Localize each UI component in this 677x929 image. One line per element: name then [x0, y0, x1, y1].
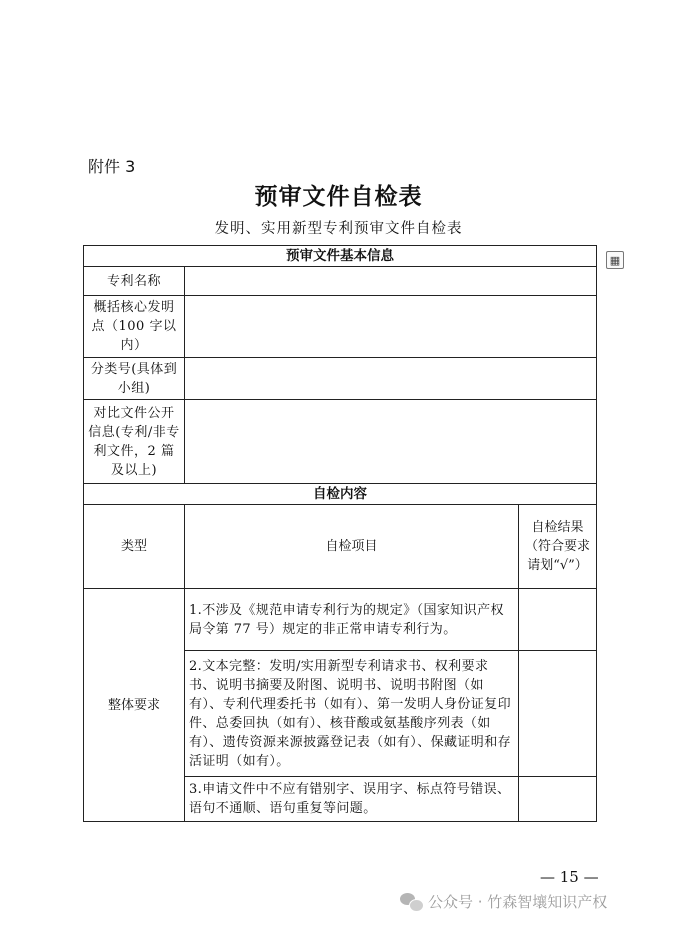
check-item: 3.申请文件中不应有错别字、误用字、标点符号错误、语句不通顺、语句重复等问题。: [185, 777, 519, 822]
check-item: 2.文本完整：发明/实用新型专利请求书、权利要求书、说明书摘要及附图、说明书、说明书附图（如有）、专利代理委托书（如有）、第一发明人身份证复印件、总委回执（如有）、核苷酸或氨基酸序列表（如有）、遗传资源来源披露登记表（如有）、保藏证明和存活证明（如有）。: [185, 651, 519, 777]
table-row: [84, 267, 597, 296]
table-row: [84, 358, 597, 400]
reference-docs-field[interactable]: [185, 400, 597, 484]
field-label: 概括核心发明点（100 字以内）: [84, 296, 185, 358]
column-header-item: 自检项目: [185, 505, 519, 589]
watermark-text: 公众号 · 竹森智壤知识产权: [428, 893, 608, 911]
table-header-row: [84, 505, 597, 589]
result-cell[interactable]: [519, 651, 597, 777]
column-header-type: 类型: [84, 505, 185, 589]
page-title: 预审文件自检表: [254, 184, 423, 210]
column-header-result: 自检结果（符合要求请划“√”）: [519, 505, 597, 589]
table-row: [84, 400, 597, 484]
table-row: [84, 589, 597, 651]
self-check-heading: 自检内容: [84, 484, 597, 505]
group-label: 整体要求: [84, 589, 185, 822]
basic-info-heading: 预审文件基本信息: [84, 246, 597, 267]
field-label: 分类号(具体到小组): [84, 358, 185, 400]
patent-name-field[interactable]: [185, 267, 597, 296]
classification-field[interactable]: [185, 358, 597, 400]
scan-icon[interactable]: ▦: [606, 251, 624, 269]
attachment-label: 附件 3: [88, 157, 136, 176]
result-cell[interactable]: [519, 777, 597, 822]
result-cell[interactable]: [519, 589, 597, 651]
table-row: [84, 296, 597, 358]
self-check-form: [83, 245, 597, 822]
page-subtitle: 发明、实用新型专利预审文件自检表: [214, 221, 463, 237]
watermark: [400, 891, 607, 912]
wechat-icon: [400, 893, 422, 911]
field-label: 专利名称: [84, 267, 185, 296]
check-item: 1.不涉及《规范申请专利行为的规定》（国家知识产权局令第 77 号）规定的非正常申请专利行为。: [185, 589, 519, 651]
core-point-field[interactable]: [185, 296, 597, 358]
page-number: — 15 —: [540, 868, 599, 886]
field-label: 对比文件公开信息(专利/非专利文件，2 篇及以上): [84, 400, 185, 484]
